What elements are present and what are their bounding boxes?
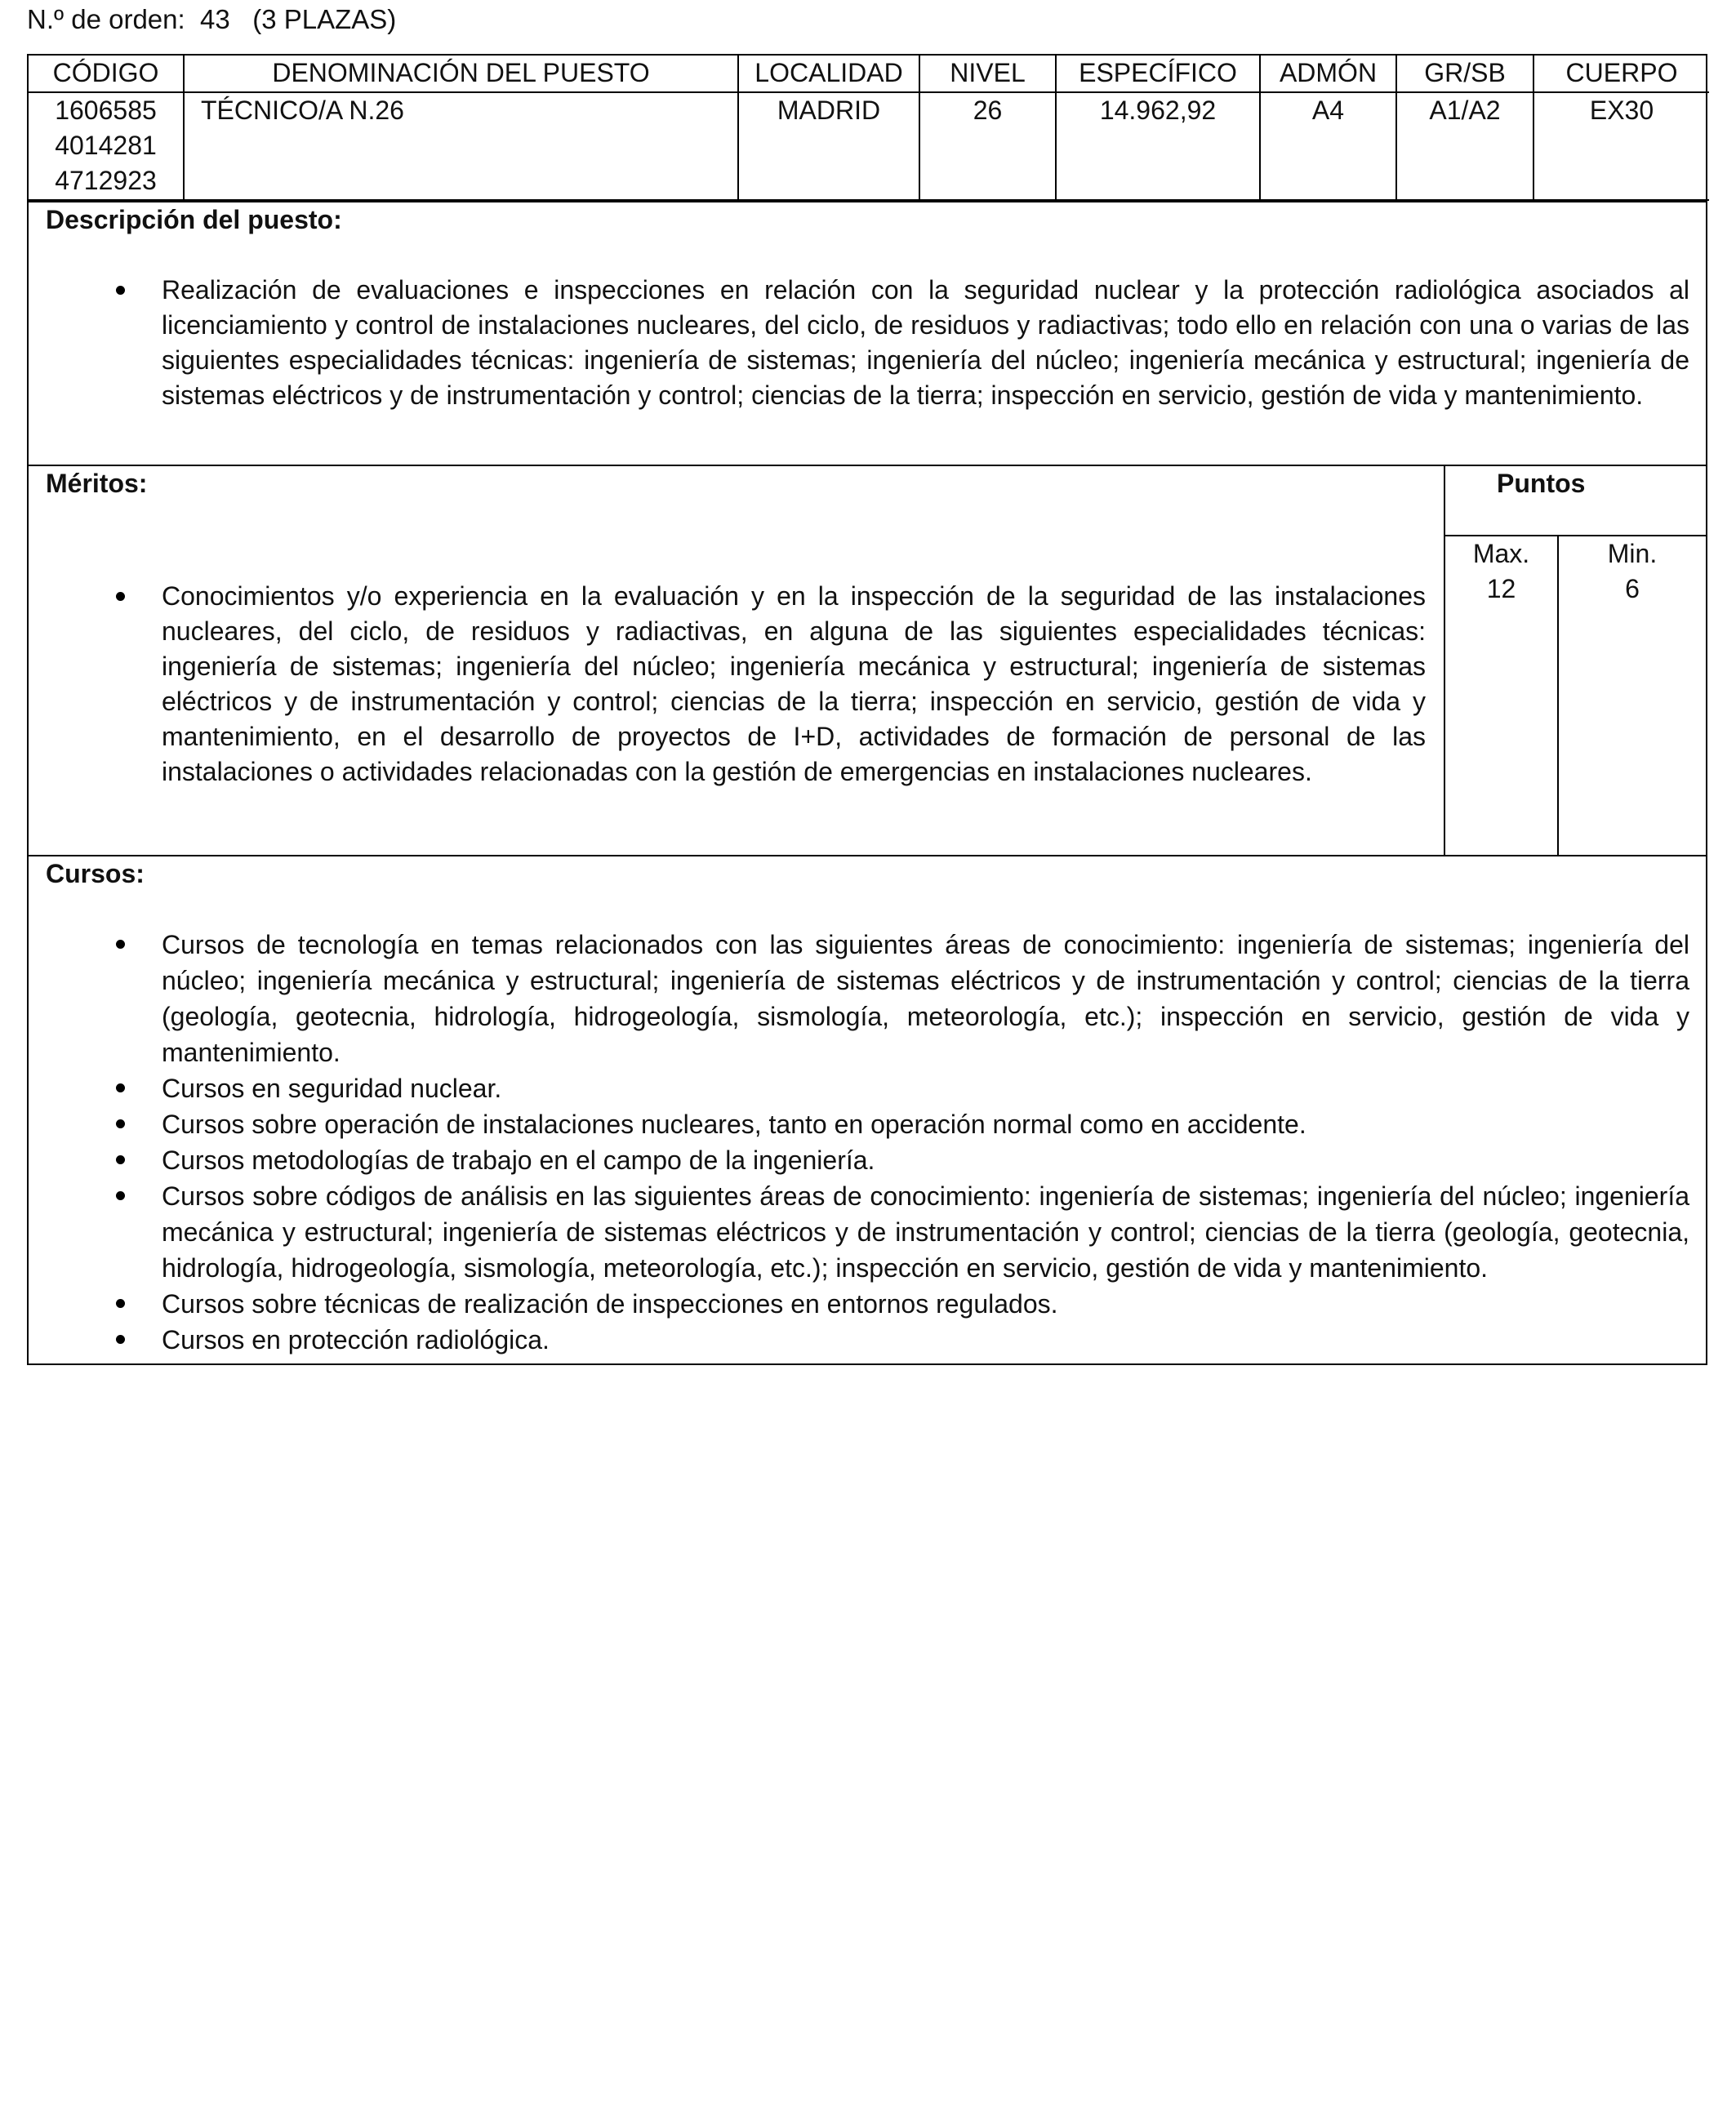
list-item	[29, 1286, 1706, 1322]
points-min-label: Min.	[1607, 539, 1658, 568]
bullet-icon	[116, 1299, 125, 1308]
admon-cell: A4	[1260, 92, 1396, 200]
points-min-column	[1559, 536, 1706, 855]
points-title: Puntos	[1445, 466, 1706, 536]
position-row	[29, 92, 1709, 200]
col-header-grsb: GR/SB	[1396, 56, 1533, 92]
col-header-cuerpo: CUERPO	[1533, 56, 1709, 92]
denominacion-cell: TÉCNICO/A N.26	[184, 92, 738, 200]
bullet-icon	[116, 592, 125, 601]
course-item-text: Cursos sobre operación de instalaciones nucleares, tanto en operación normal como en accidente.	[162, 1110, 1306, 1139]
list-item	[29, 1142, 1706, 1178]
course-item-text: Cursos de tecnología en temas relacionados con las siguientes áreas de conocimiento: ingeniería de sistemas; ingeniería del núcleo; ingeniería mecánica y estructural; ingeniería de sistemas eléctricos y de instrumentación y control; ciencias de la tierra (geología, geotecnia, hidrología, hidrogeología, sismología, meteorología, etc.); inspección en servicio, gestión de vida y mantenimiento.	[162, 930, 1689, 1067]
order-number-label: N.º de orden: 43 (3 PLAZAS)	[27, 4, 397, 34]
points-max-value: 12	[1486, 574, 1516, 603]
position-code: 4014281	[55, 131, 157, 160]
col-header-codigo: CÓDIGO	[29, 56, 184, 92]
grsb-cell: A1/A2	[1396, 92, 1533, 200]
bullet-icon	[116, 1119, 125, 1128]
points-max-column	[1445, 536, 1559, 855]
especifico-cell: 14.962,92	[1056, 92, 1260, 200]
course-item-text: Cursos metodologías de trabajo en el campo de la ingeniería.	[162, 1145, 875, 1175]
bullet-icon	[116, 1191, 125, 1200]
list-item	[29, 1178, 1706, 1286]
list-item	[29, 273, 1706, 413]
list-item	[29, 1070, 1706, 1106]
merit-item-text: Conocimientos y/o experiencia en la evaluación y en la inspección de la seguridad de las instalaciones nucleares, del ciclo, de residuos y radiactivas, en alguna de las siguientes especialidades técnicas: ingeniería de sistemas; ingeniería del núcleo; ingeniería mecánica y estructural; ingeniería de sistemas eléctricos y de instrumentación y control; ciencias de la tierra; inspección en servicio, gestión de vida y mantenimiento, en el desarrollo de proyectos de I+D, actividades de formación de personal de las instalaciones o actividades relacionadas con la gestión de emergencias en instalaciones nucleares.	[162, 581, 1426, 786]
course-item-text: Cursos sobre técnicas de realización de inspecciones en entornos regulados.	[162, 1289, 1058, 1319]
courses-title: Cursos:	[46, 859, 145, 888]
points-columns	[1445, 536, 1706, 855]
col-header-nivel: NIVEL	[919, 56, 1056, 92]
position-code: 4712923	[55, 166, 157, 195]
bullet-icon	[116, 286, 125, 295]
cuerpo-cell: EX30	[1533, 92, 1709, 200]
bullet-icon	[116, 1155, 125, 1164]
course-item-text: Cursos sobre códigos de análisis en las siguientes áreas de conocimiento: ingeniería de sistemas; ingeniería del núcleo; ingeniería mecánica y estructural; ingeniería de sistemas eléctricos y de instrumentación y control; ciencias de la tierra (geología, geotecnia, hidrología, hidrogeología, sismología, meteorología, etc.); inspección en servicio, gestión de vida y mantenimiento.	[162, 1181, 1689, 1283]
col-header-admon: ADMÓN	[1260, 56, 1396, 92]
bullet-icon	[116, 1335, 125, 1344]
courses-section	[29, 855, 1706, 1363]
merits-section	[29, 465, 1706, 855]
description-section	[29, 201, 1706, 465]
job-posting-sheet	[27, 54, 1707, 1365]
header-row	[29, 56, 1709, 92]
col-header-especifico: ESPECÍFICO	[1056, 56, 1260, 92]
points-panel	[1445, 466, 1706, 855]
bullet-icon	[116, 940, 125, 949]
col-header-localidad: LOCALIDAD	[738, 56, 919, 92]
courses-list	[29, 927, 1706, 1358]
bullet-icon	[116, 1083, 125, 1092]
nivel-cell: 26	[919, 92, 1056, 200]
merits-title: Méritos:	[46, 469, 148, 498]
course-item-text: Cursos en seguridad nuclear.	[162, 1074, 502, 1103]
position-header-table	[29, 56, 1709, 201]
description-list	[29, 273, 1706, 413]
list-item	[29, 579, 1444, 790]
list-item	[29, 1322, 1706, 1358]
points-max-label: Max.	[1472, 539, 1530, 568]
position-code: 1606585	[55, 96, 157, 125]
description-title: Descripción del puesto:	[46, 205, 342, 234]
merits-content	[29, 466, 1445, 855]
codes-cell	[29, 92, 184, 200]
points-min-value: 6	[1625, 574, 1640, 603]
merits-list	[29, 579, 1444, 790]
description-item-text: Realización de evaluaciones e inspecciones en relación con la seguridad nuclear y la protección radiológica asociados al licenciamiento y control de instalaciones nucleares, del ciclo, de residuos y radiactivas; todo ello en relación con una o varias de las siguientes especialidades técnicas: ingeniería de sistemas; ingeniería del núcleo; ingeniería mecánica y estructural; ingeniería de sistemas eléctricos y de instrumentación y control; ciencias de la tierra; inspección en servicio, gestión de vida y mantenimiento.	[162, 275, 1689, 410]
list-item	[29, 1106, 1706, 1142]
list-item	[29, 927, 1706, 1070]
course-item-text: Cursos en protección radiológica.	[162, 1325, 550, 1355]
localidad-cell: MADRID	[738, 92, 919, 200]
col-header-denominacion: DENOMINACIÓN DEL PUESTO	[184, 56, 738, 92]
